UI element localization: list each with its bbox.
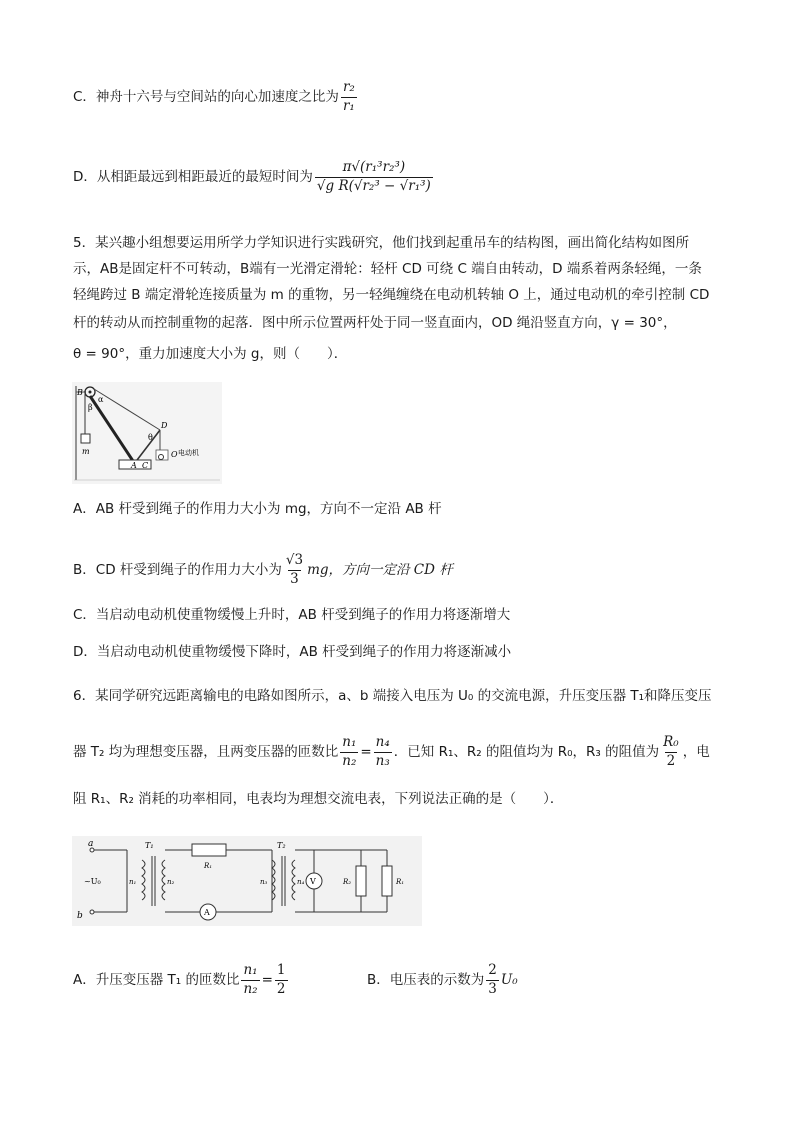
q6-option-a: A．升压变压器 T₁ 的匝数比 $\frac{\text{n₁}}{\text{n₂}}$ = $\frac{1}{2}$ — [73, 962, 286, 997]
ammeter-label: A — [204, 908, 210, 917]
label-alpha: α — [98, 395, 104, 404]
label-T1: T₁ — [145, 841, 154, 850]
q6-line-2: 器 T₂ 均为理想变压器，且两变压器的匝数比 $\frac{\text{n₁}}{\text{n₂}}$ = $\frac{\text{n₄}}{\text{n₃}}$ ．已知 R₁、R₂ 的阻值均为 R₀，R₃ 的阻值为 $\frac{\text{R₀}}{2}$ ，电 — [73, 734, 710, 769]
label-R3: R₁ — [396, 878, 405, 886]
option-d-text: D．从相距最远到相距最近的最短时间为 — [73, 169, 313, 186]
label-n3: n₃ — [260, 878, 268, 886]
q5-option-c: C．当启动电动机使重物缓慢上升时，AB 杆受到绳子的作用力将逐渐增大 — [73, 607, 511, 623]
label-motor: 电动机 — [178, 449, 199, 457]
q6-option-b: B．电压表的示数为 $\frac{2}{3}$ U₀ — [367, 962, 518, 997]
label-R1: R₁ — [204, 862, 213, 870]
label-n4: n₄ — [297, 878, 305, 886]
q6-ratio-left: $\frac{\text{n₁}}{\text{n₂}}$ — [342, 734, 357, 769]
label-B: B — [77, 388, 83, 397]
label-n1: n₁ — [129, 878, 137, 886]
q5-option-d: D．当启动电动机使重物缓慢下降时，AB 杆受到绳子的作用力将逐渐减小 — [73, 644, 512, 660]
q6-ratio-right: $\frac{\text{n₄}}{\text{n₃}}$ — [375, 734, 390, 769]
q5-line-4: 杆的转动从而控制重物的起落．图中所示位置两杆处于同一竖直面内，OD 绳沿竖直方向，γ = 30°， — [73, 315, 677, 331]
option-c-fraction: $\frac{\text{r₂}}{\text{r₁}}$ — [342, 79, 355, 114]
terminal-b: b — [77, 911, 83, 921]
crane-diagram — [72, 382, 222, 484]
label-T2: T₂ — [277, 841, 286, 850]
label-A: A — [131, 461, 137, 470]
q5-option-a: A．AB 杆受到绳子的作用力大小为 mg，方向不一定沿 AB 杆 — [73, 501, 442, 517]
q5-line-5: θ = 90°，重力加速度大小为 g，则（ ）． — [73, 346, 348, 362]
label-beta: β — [88, 403, 93, 412]
option-d-fraction: $\frac{\text{π√(r₁³r₂³)}}{\text{√g R(√r₂³ − √r₁³)}}$ — [316, 159, 431, 194]
terminal-a: a — [88, 839, 94, 849]
q6-line-3: 阻 R₁、R₂ 消耗的功率相同，电表均为理想交流电表，下列说法正确的是（ ）． — [73, 791, 564, 807]
option-c-prev — [73, 80, 359, 114]
label-O: O — [171, 450, 178, 459]
label-C: C — [142, 461, 149, 470]
option-c-text: C．神舟十六号与空间站的向心加速度之比为 — [73, 89, 339, 106]
voltmeter-label: V — [310, 877, 316, 886]
label-theta: θ — [148, 433, 153, 442]
q6-r3-fraction: $\frac{\text{R₀}}{2}$ — [663, 734, 679, 769]
q5-line-1: 5．某兴趣小组想要运用所学力学知识进行实践研究，他们找到起重吊车的结构图，画出简化结构如图所 — [73, 235, 690, 251]
q5-line-2: 示，AB是固定杆不可转动，B端有一光滑定滑轮：轻杆 CD 可绕 C 端自由转动，D 端系着两条轻绳，一条 — [73, 261, 702, 277]
q6-line-1: 6．某同学研究远距离输电的电路如图所示，a、b 端接入电压为 U₀ 的交流电源，升压变压器 T₁和降压变压 — [73, 688, 712, 704]
label-m: m — [82, 447, 90, 456]
circuit-diagram — [72, 836, 422, 926]
option-d-prev — [73, 160, 435, 194]
label-n2: n₂ — [167, 878, 175, 886]
label-R2: R₂ — [343, 878, 352, 886]
source-U0: ~U₀ — [84, 877, 101, 886]
label-D: D — [161, 421, 168, 430]
q5-line-3: 轻绳跨过 B 端定滑轮连接质量为 m 的重物，另一轻绳缠绕在电动机转轴 O 上，通过电动机的牵引控制 CD — [73, 287, 710, 303]
q5-option-b: B．CD 杆受到绳子的作用力大小为 $\frac{√3}{3}$ mg，方向一定沿 CD 杆 — [73, 552, 453, 587]
q5-option-b-fraction: $\frac{√3}{3}$ — [285, 552, 304, 587]
